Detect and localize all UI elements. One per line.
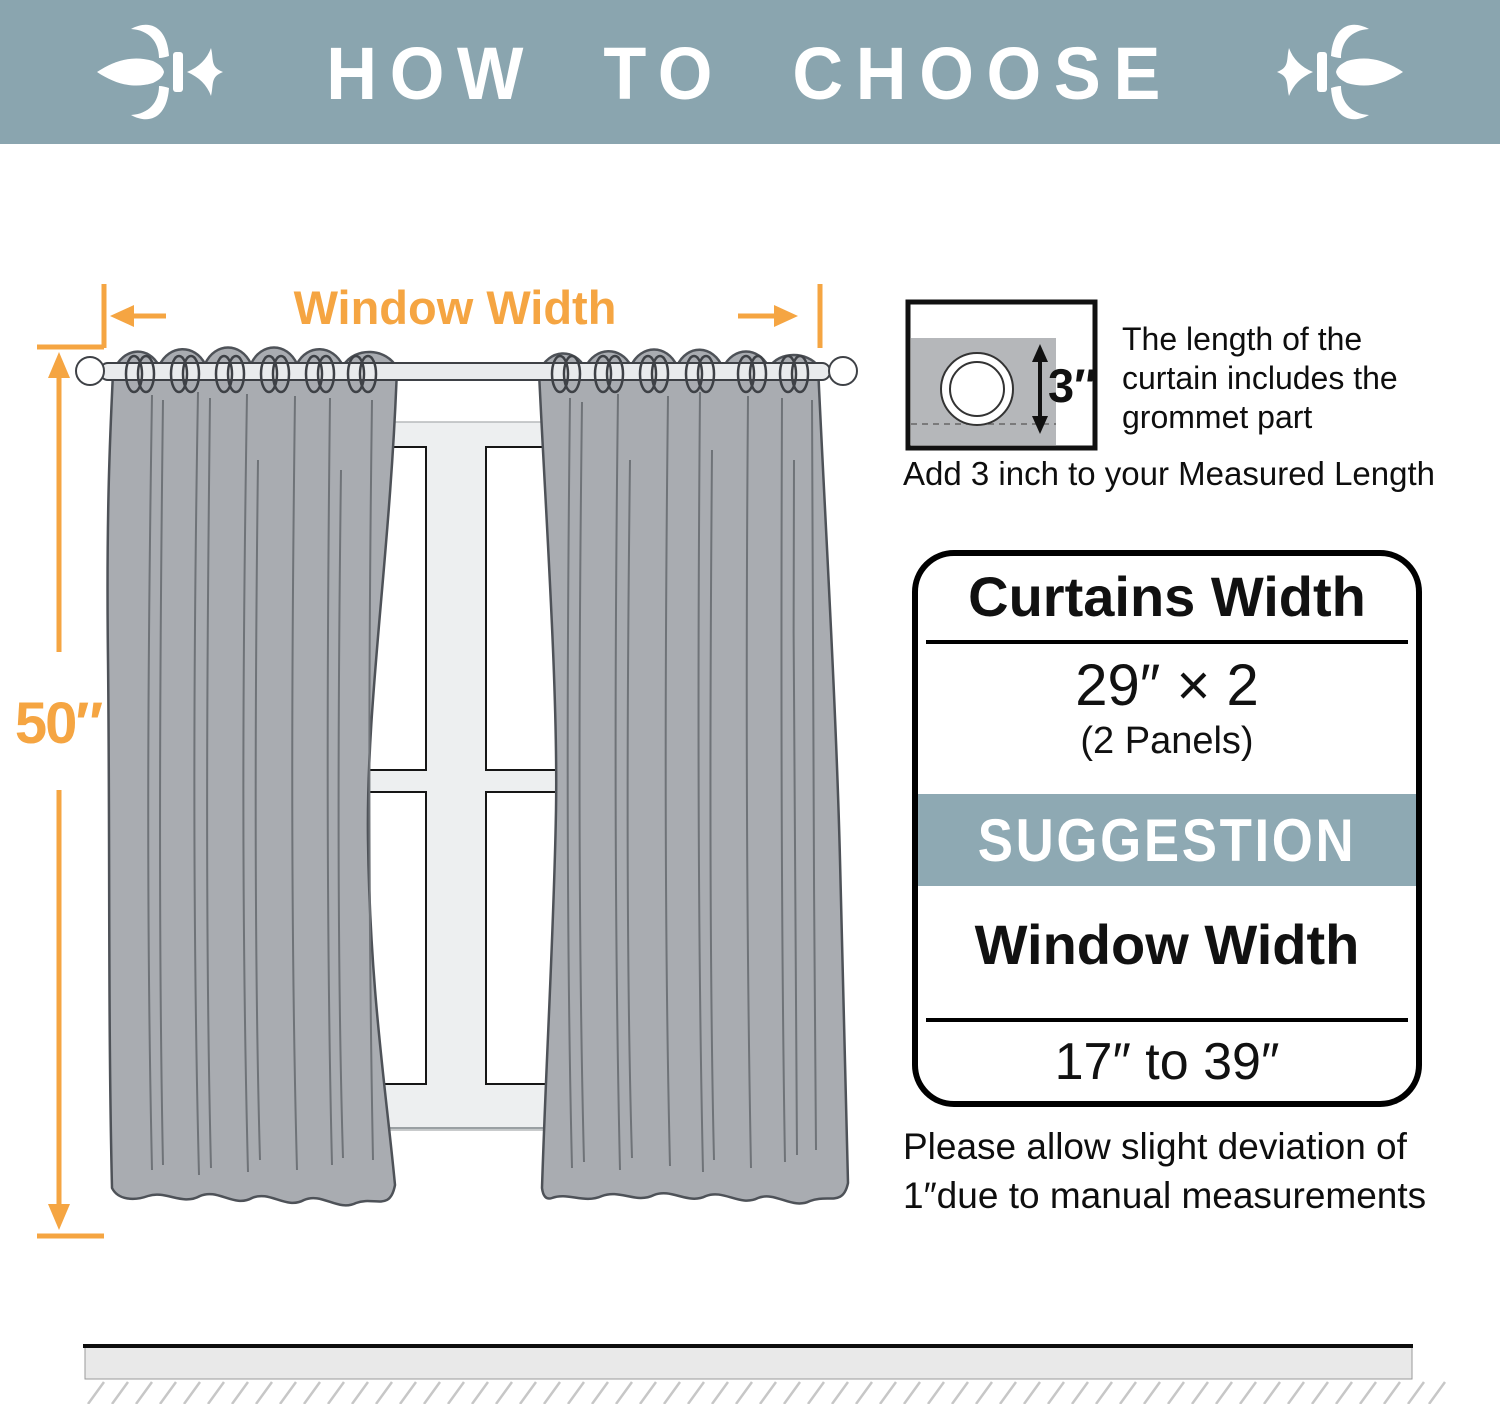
grommet-note: The length of the curtain includes the grommet part (1122, 321, 1398, 435)
divider (926, 1018, 1408, 1022)
fleur-de-lis-icon (1262, 14, 1412, 130)
rod-finial-right (829, 357, 857, 385)
curtain-panel-right (539, 350, 848, 1204)
arrow-down-icon (48, 1204, 70, 1230)
curtains-width-title: Curtains Width (968, 565, 1366, 628)
grommet-size-label: 3″ (1048, 359, 1097, 412)
window-width-measure-label: Window Width (293, 281, 617, 334)
curtains-width-value: 29″ × 2 (1075, 653, 1259, 718)
floor-hatching (88, 1382, 1445, 1404)
window-width-value: 17″ to 39″ (1054, 1033, 1280, 1091)
page-title: HOW TO CHOOSE (326, 32, 1174, 115)
title-banner (0, 0, 1500, 144)
fleur-de-lis-icon (88, 14, 238, 130)
curtain-height-measure (37, 347, 104, 1236)
window-width-title: Window Width (974, 913, 1360, 976)
floor (83, 1346, 1445, 1404)
divider (926, 640, 1408, 644)
panels-note: (2 Panels) (1080, 720, 1254, 762)
arrow-up-icon (48, 352, 70, 378)
measurement-deviation-note: Please allow slight deviation of 1″due to manual measurements (903, 1126, 1427, 1216)
grommet-instruction: Add 3 inch to your Measured Length (903, 455, 1436, 492)
arrow-right-icon (774, 305, 798, 327)
suggestion-band (918, 794, 1416, 886)
rod-finial-left (76, 357, 104, 385)
curtain-panel-left (108, 348, 397, 1206)
size-suggestion-box (912, 550, 1422, 1107)
grommet-ring-inner (950, 362, 1004, 416)
curtain-height-measure-label: 50″ (14, 691, 102, 756)
arrow-left-icon (110, 305, 134, 327)
suggestion-band-label: SUGGESTION (977, 806, 1357, 874)
